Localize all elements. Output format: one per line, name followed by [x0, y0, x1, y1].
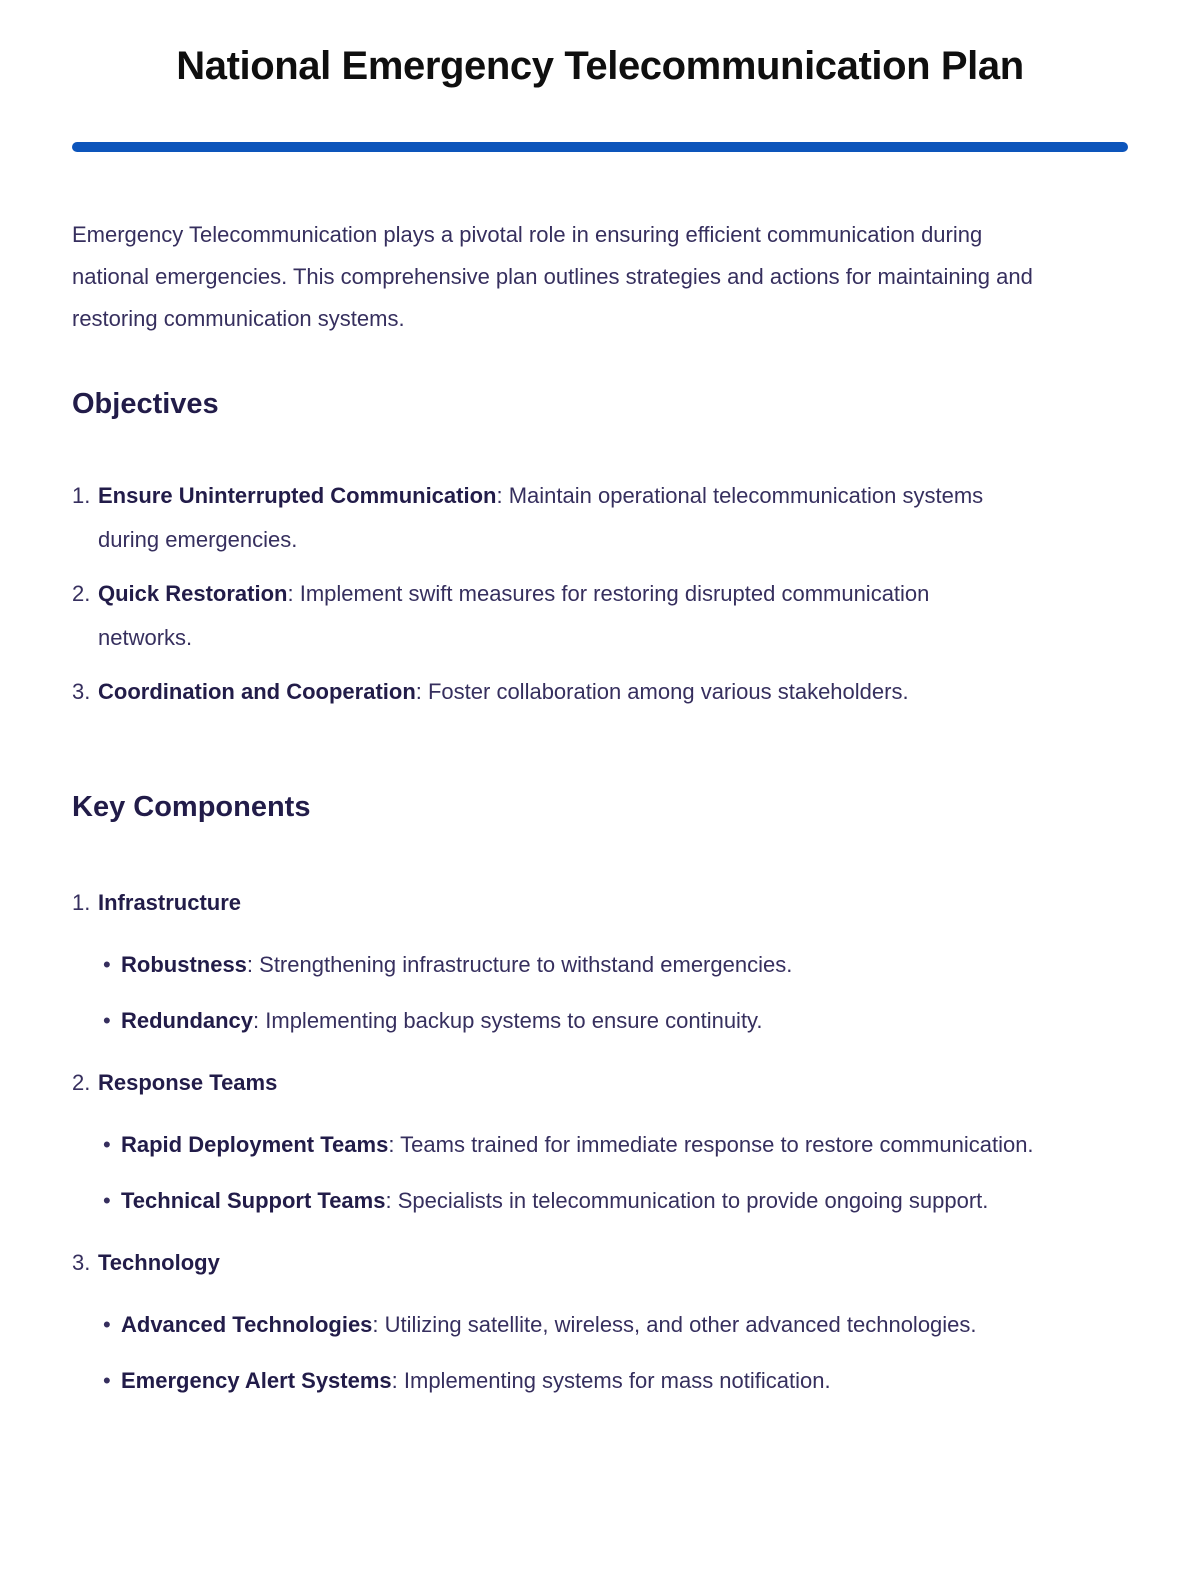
bullet-desc: : Implementing systems for mass notification. [391, 1368, 831, 1393]
bullet-item [103, 1303, 1128, 1347]
component-group-infrastructure [72, 881, 1128, 1043]
bullet-item [103, 999, 1128, 1043]
bullet-list [103, 943, 1128, 1043]
bullet-term: Robustness [121, 952, 247, 977]
bullet-text [121, 1179, 988, 1223]
bullet-text [121, 1303, 977, 1347]
bullet-desc: : Utilizing satellite, wireless, and other advanced technologies. [372, 1312, 977, 1337]
bullet-term: Technical Support Teams [121, 1188, 386, 1213]
list-item-term: Quick Restoration [98, 581, 288, 606]
bullet-item [103, 1179, 1128, 1223]
bullet-text [121, 1123, 1034, 1167]
bullet-desc: : Implementing backup systems to ensure continuity. [253, 1008, 763, 1033]
bullet-term: Emergency Alert Systems [121, 1368, 392, 1393]
bullet-item [103, 943, 1128, 987]
bullet-marker: • [103, 1132, 111, 1157]
bullet-list [103, 1123, 1128, 1223]
list-number: 3. [72, 679, 91, 704]
list-item-term: Ensure Uninterrupted Communication [98, 483, 497, 508]
list-number: 1. [72, 890, 91, 915]
bullet-marker: • [103, 1368, 111, 1393]
bullet-item [103, 1359, 1128, 1403]
title-divider [72, 142, 1128, 152]
group-title [72, 881, 1128, 925]
component-group-response-teams [72, 1061, 1128, 1223]
bullet-text [121, 943, 792, 987]
list-item-desc: : Foster collaboration among various stakeholders. [415, 679, 909, 704]
objective-item-1 [72, 474, 1128, 562]
bullet-marker: • [103, 952, 111, 977]
bullet-item [103, 1123, 1128, 1167]
component-group-technology [72, 1241, 1128, 1403]
bullet-list [103, 1303, 1128, 1403]
group-title [72, 1241, 1128, 1285]
list-item-desc: : Maintain operational telecommunication systems during emergencies. [98, 483, 984, 552]
list-number: 2. [72, 1070, 91, 1095]
intro-paragraph: Emergency Telecommunication plays a pivotal role in ensuring efficient communication during national emergencies. This comprehensive plan outlines strategies and actions for maintaining and restoring communication systems. [72, 222, 1033, 331]
group-name: Infrastructure [98, 890, 242, 915]
list-number: 2. [72, 581, 91, 606]
list-item-term: Coordination and Cooperation [98, 679, 416, 704]
bullet-term: Advanced Technologies [121, 1312, 373, 1337]
bullet-marker: • [103, 1312, 111, 1337]
bullet-marker: • [103, 1008, 111, 1033]
group-title [72, 1061, 1128, 1105]
objective-item-3 [72, 670, 1128, 714]
list-item-desc: : Implement swift measures for restoring disrupted communication networks. [98, 581, 930, 650]
bullet-text [121, 999, 763, 1043]
list-item-text [98, 670, 909, 714]
group-name: Response Teams [98, 1070, 278, 1095]
list-number: 1. [72, 483, 91, 508]
objective-item-2 [72, 572, 1128, 660]
bullet-text [121, 1359, 831, 1403]
bullet-term: Rapid Deployment Teams [121, 1132, 389, 1157]
bullet-term: Redundancy [121, 1008, 254, 1033]
key-components-list [72, 881, 1128, 1403]
document-page [72, 42, 1128, 1403]
section-heading-key-components: Key Components [72, 791, 311, 823]
group-name: Technology [98, 1250, 220, 1275]
list-item-text [98, 572, 1018, 660]
list-item-text [98, 474, 1018, 562]
bullet-desc: : Strengthening infrastructure to withstand emergencies. [246, 952, 793, 977]
bullet-marker: • [103, 1188, 111, 1213]
list-number: 3. [72, 1250, 91, 1275]
bullet-desc: : Teams trained for immediate response to restore communication. [388, 1132, 1034, 1157]
section-heading-objectives: Objectives [72, 388, 219, 420]
bullet-desc: : Specialists in telecommunication to provide ongoing support. [385, 1188, 989, 1213]
objectives-list [72, 474, 1128, 714]
page-title: National Emergency Telecommunication Plan [176, 44, 1024, 88]
